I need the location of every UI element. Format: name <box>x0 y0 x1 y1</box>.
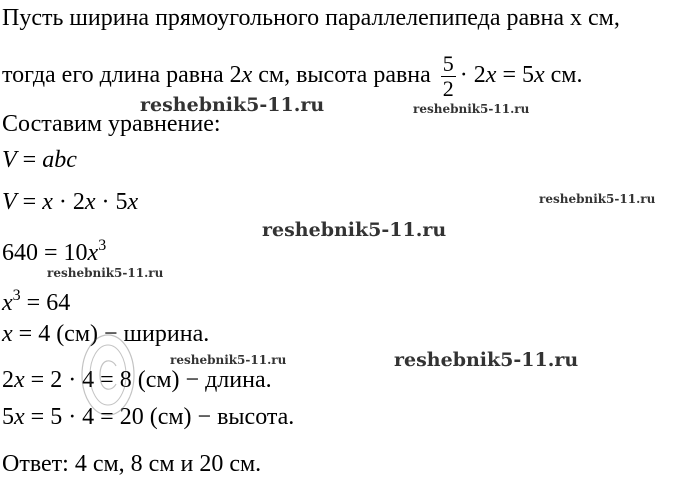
line-x-cubed <box>2 282 70 317</box>
line-volume-formula <box>2 146 77 174</box>
text-width-result: = 4 (см) − ширина. <box>12 321 210 347</box>
watermark: reshebnik5-11.ru <box>140 94 325 116</box>
var-x: x <box>87 240 99 266</box>
watermark: reshebnik5-11.ru <box>413 102 530 116</box>
var-x: x <box>127 189 139 215</box>
fraction-five-halves <box>441 52 456 101</box>
text-times-two: · 2 <box>459 62 486 88</box>
text-cm: см. <box>544 62 583 88</box>
var-x: x <box>485 62 497 88</box>
text-width-definition: Пусть ширина прямоугольного параллелепипеда равна x см, <box>2 5 620 31</box>
text-five: 5 <box>2 404 14 430</box>
var-x: x <box>2 321 13 347</box>
var-x: x <box>241 62 253 88</box>
watermark: reshebnik5-11.ru <box>170 353 287 367</box>
text-length-result: = 2 · 4 = 8 (см) − длина. <box>24 367 272 393</box>
var-x: x <box>534 62 545 88</box>
var-x: x <box>42 189 53 215</box>
line-height-result <box>2 403 294 431</box>
fraction-numerator: 5 <box>442 50 454 76</box>
text-times-five: · 5 <box>95 189 128 215</box>
text-height-prefix: см, высота равна <box>252 62 437 88</box>
watermark: reshebnik5-11.ru <box>47 266 164 280</box>
text-equals-64: = 64 <box>20 290 71 316</box>
line-640-equation <box>2 232 106 267</box>
text-times-two: · 2 <box>52 189 85 215</box>
watermark: reshebnik5-11.ru <box>262 219 447 241</box>
text-640-equals: 640 = 10 <box>2 240 88 266</box>
var-x: x <box>14 404 25 430</box>
text-equals: = <box>16 147 43 173</box>
var-x: x <box>2 290 13 316</box>
var-x: x <box>14 367 25 393</box>
var-abc: abc <box>42 147 77 173</box>
text-equals-five: = 5 <box>496 62 534 88</box>
line-answer <box>2 450 261 478</box>
var-v: V <box>2 147 17 173</box>
text-length-prefix: тогда его длина равна 2 <box>2 62 242 88</box>
line-width-definition <box>2 4 620 32</box>
text-answer: Ответ: 4 см, 8 см и 20 см. <box>2 451 262 477</box>
exponent-three: 3 <box>98 237 107 254</box>
watermark: reshebnik5-11.ru <box>394 349 579 371</box>
var-x: x <box>84 189 96 215</box>
copyright-seal-icon <box>78 330 138 420</box>
line-length-height <box>2 50 583 100</box>
text-two: 2 <box>2 367 14 393</box>
watermark: reshebnik5-11.ru <box>539 192 656 206</box>
text-compose-equation: Составим уравнение: <box>2 111 221 137</box>
exponent-three: 3 <box>12 287 21 304</box>
fraction-denominator: 2 <box>442 75 454 101</box>
line-volume-substitution <box>2 188 138 216</box>
text-equals: = <box>16 189 43 215</box>
var-v: V <box>2 189 17 215</box>
text-height-result: = 5 · 4 = 20 (см) − высота. <box>24 404 295 430</box>
